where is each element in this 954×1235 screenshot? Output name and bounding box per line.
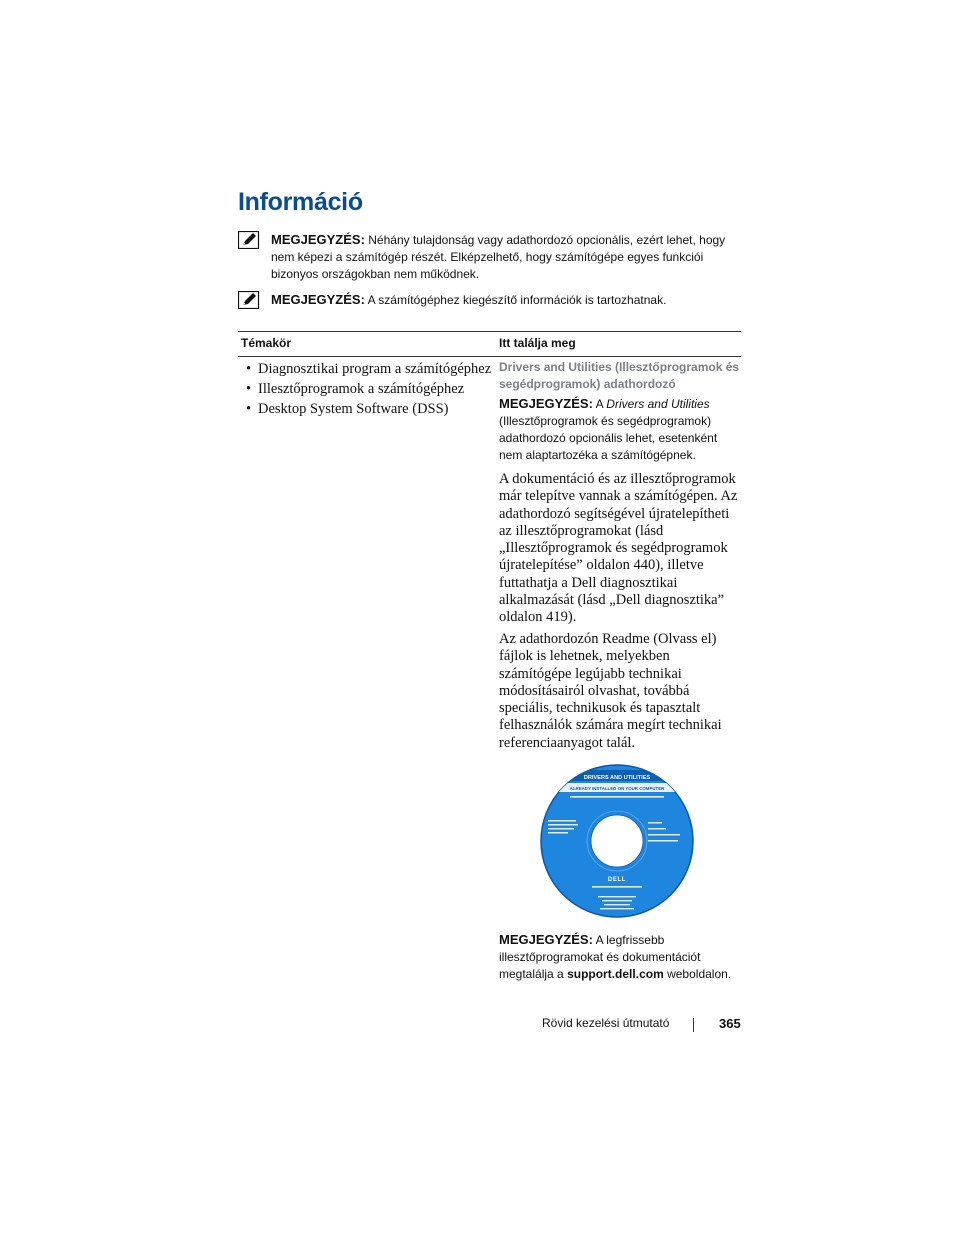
- list-item: • Illesztőprogramok a számítógéphez: [246, 381, 465, 397]
- dell-logo: DELL: [607, 877, 627, 883]
- support-link[interactable]: support.dell.com: [567, 967, 664, 981]
- topic-list: [246, 359, 491, 419]
- drivers-utilities-cd-image: [540, 764, 694, 918]
- note-label: MEGJEGYZÉS:: [499, 932, 593, 947]
- note-2: [238, 291, 741, 309]
- note-label: MEGJEGYZÉS:: [271, 292, 365, 307]
- footer-title: Rövid kezelési útmutató: [542, 1016, 670, 1030]
- note-text: A számítógéphez kiegészítő információk is tartozhatnak.: [367, 293, 667, 307]
- note-text: Néhány tulajdonság vagy adathordozó opcionális, ezért lehet, hogy nem képezi a számítógép részét. Elképzelhető, hogy számítógépe egyes funkciói bizonyos országokban nem működnek.: [271, 233, 726, 281]
- list-item: • Desktop System Software (DSS): [246, 401, 449, 417]
- media-heading: Drivers and Utilities (Illesztőprogramok és segédprogramok) adathordozó: [499, 360, 740, 391]
- table-top-rule: [238, 331, 741, 332]
- note-text: A legfrissebb illesztőprogramokat és dokumentációt megtalálja a: [499, 933, 701, 981]
- note-text: (Illesztőprogramok és segédprogramok) adathordozó opcionális lehet, esetenként nem alaptartozéka a számítógépnek.: [499, 414, 718, 462]
- table-header-topic: Témakör: [241, 336, 292, 350]
- media-note: [499, 395, 741, 464]
- note-pencil-icon: [238, 231, 260, 249]
- table-header-rule: [238, 356, 741, 357]
- note-suffix: weboldalon.: [667, 967, 732, 981]
- cd-subtitle-text: ALREADY INSTALLED ON YOUR COMPUTER: [569, 786, 665, 791]
- footer-separator: [693, 1018, 694, 1032]
- table-header-location: Itt találja meg: [499, 336, 576, 350]
- note-pencil-icon: [238, 291, 260, 309]
- note-1: [238, 231, 741, 283]
- list-item: • Diagnosztikai program a számítógéphez: [246, 361, 492, 377]
- page-title: Információ: [238, 188, 363, 216]
- note-prefix: A: [595, 397, 603, 411]
- media-paragraph-1: A dokumentáció és az illesztőprogramok már telepítve vannak a számítógépen. Az adathordozó segítségével újratelepítheti az illesztőprogramokat (lásd „Illesztőprogramok és segédprogramok újratelepítése” oldalon 440), illetve futtathatja a Dell diagnosztikai alkalmazását (lásd „Dell diagnosztika” oldalon 419).: [499, 471, 738, 626]
- bullet-icon: •: [246, 401, 252, 417]
- bullet-icon: •: [246, 381, 252, 397]
- note-media-name: Drivers and Utilities: [606, 397, 710, 411]
- media-paragraph-2: Az adathordozón Readme (Olvass el) fájlok is lehetnek, melyekben számítógépe legújabb technikai módosításairól olvashat, továbbá speciális, technikusok és tapasztalt felhasználók számára megírt technikai referenciaanyagot talál.: [499, 631, 722, 751]
- page-number: 365: [719, 1016, 741, 1031]
- note-label: MEGJEGYZÉS:: [499, 396, 593, 411]
- bullet-icon: •: [246, 361, 252, 377]
- cd-title-text: DRIVERS AND UTILITIES: [583, 775, 651, 781]
- note-label: MEGJEGYZÉS:: [271, 232, 365, 247]
- media-note-2: [499, 931, 741, 983]
